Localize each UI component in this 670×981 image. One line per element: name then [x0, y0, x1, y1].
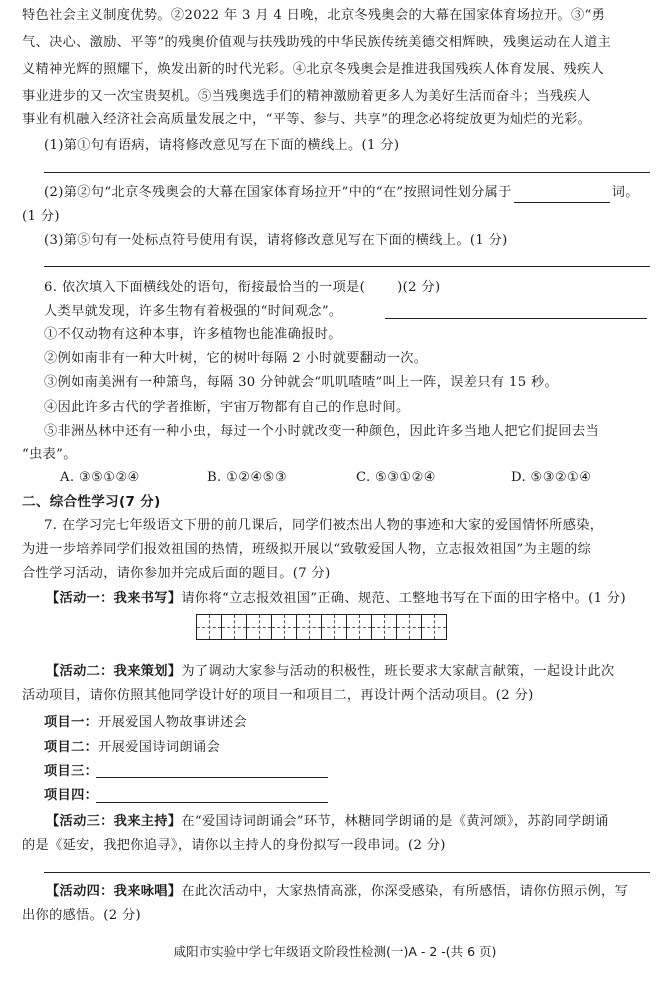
question-1: (1)第①句有语病，请将修改意见写在下面的横线上。(1 分): [44, 138, 400, 153]
activity-3-text: 在“爱国诗词朗诵会”环节，林糖同学朗诵的是《黄河颂》，苏韵同学朗诵: [181, 814, 609, 829]
choice-c[interactable]: C. ⑤③①②④: [356, 470, 436, 485]
question-6-stem: [44, 302, 650, 322]
choice-options: [0, 468, 670, 488]
activity-1-tag: 【活动一：我来书写】: [46, 591, 182, 606]
activity-4-text: 在此次活动中，大家热情高涨，你深受感染，有所感悟，请你仿照示例，写: [181, 884, 629, 899]
project-1-label: 项目一：: [44, 715, 99, 730]
answer-line[interactable]: [44, 872, 650, 873]
question-2: [44, 183, 650, 203]
choice-d[interactable]: D. ⑤③②①④: [511, 470, 592, 485]
choice-a[interactable]: A. ③⑤①②④: [60, 470, 140, 485]
activity-2-line: 活动项目，请你仿照其他同学设计好的项目一和项目二，再设计两个活动项目。(2 分): [22, 688, 534, 703]
option-item: ②例如南非有一种大叶树，它的树叶每隔 2 小时就要翻动一次。: [44, 351, 428, 366]
project-1: [44, 713, 650, 733]
activity-1-text: 请你将“立志报效祖国”正确、规范、工整地书写在下面的田字格中。(1 分): [181, 591, 626, 606]
grid-cell[interactable]: [371, 614, 397, 640]
passage-line: 特色社会主义制度优势。②2022 年 3 月 4 日晚，北京冬残奥会的大幕在国家体育场拉开。③“勇: [22, 8, 606, 23]
section-heading: 二、综合性学习(7 分): [22, 494, 161, 510]
activity-4-line: 出你的感悟。(2 分): [22, 908, 142, 923]
q7-line: 为进一步培养同学们报效祖国的热情，班级拟开展以“致敬爱国人物，立志报效祖国”为主题的综: [22, 542, 592, 557]
grid-cell[interactable]: [271, 614, 297, 640]
tianzige-grid[interactable]: [196, 614, 447, 640]
activity-1: [46, 589, 670, 609]
question-3: (3)第⑤句有一处标点符号使用有误，请将修改意见写在下面的横线上。(1 分): [44, 233, 508, 248]
answer-blank[interactable]: [514, 188, 610, 203]
answer-line[interactable]: [44, 172, 650, 173]
passage-line: 事业进步的又一次宝贵契机。⑤当残奥选手们的精神激励着更多人为美好生活而奋斗；当残疾人: [22, 89, 591, 104]
project-3-answer-line[interactable]: [96, 777, 328, 778]
grid-cell[interactable]: [221, 614, 247, 640]
project-2-label: 项目二：: [44, 740, 99, 755]
grid-cell[interactable]: [246, 614, 272, 640]
option-item: ④因此许多古代的学者推断，宇宙万物都有自己的作息时间。: [44, 400, 410, 415]
activity-3-line: 的是《延安，我把你追寻》，请你以主持人的身份拟写一段串词。(2 分): [22, 838, 446, 853]
activity-2-tag: 【活动二：我来策划】: [46, 664, 182, 679]
activity-3-tag: 【活动三：我来主持】: [46, 814, 182, 829]
grid-cell[interactable]: [346, 614, 372, 640]
activity-4-tag: 【活动四：我来咏唱】: [46, 884, 182, 899]
choice-b[interactable]: B. ①②④⑤③: [207, 470, 287, 485]
stem-text: 人类早就发现，许多生物有着极强的“时间观念”。: [44, 304, 343, 319]
grid-cell[interactable]: [321, 614, 347, 640]
question-6-title: [44, 278, 650, 298]
project-4: [44, 786, 650, 806]
grid-cell[interactable]: [396, 614, 422, 640]
question-6-score: )(2 分): [397, 280, 441, 295]
project-3-label: 项目三：: [44, 764, 99, 779]
activity-2: [46, 662, 670, 682]
project-2-text: 开展爱国诗词朗诵会: [98, 740, 220, 755]
project-3: [44, 762, 650, 782]
passage-line: 事业有机融入经济社会高质量发展之中，“平等、参与、共享”的理念必将绽放更为灿烂的光彩。: [22, 112, 592, 127]
activity-2-text: 为了调动大家参与活动的积极性，班长要求大家献言献策，一起设计此次: [181, 664, 615, 679]
project-1-text: 开展爱国人物故事讲述会: [98, 715, 248, 730]
grid-cell[interactable]: [421, 614, 447, 640]
project-4-label: 项目四：: [44, 788, 99, 803]
grid-cell[interactable]: [196, 614, 222, 640]
option-item: ①不仅动物有这种本事，许多植物也能准确报时。: [44, 327, 342, 342]
activity-3: [46, 812, 670, 832]
activity-4: [46, 882, 670, 902]
project-2: [44, 738, 650, 758]
passage-line: 义精神光辉的照耀下，焕发出新的时代光彩。④北京冬残奥会是推进我国残疾人体育发展、残疾人: [22, 62, 605, 77]
option-item: ③例如南美洲有一种箫鸟，每隔 30 分钟就会“叽叽喳喳”叫上一阵，误差只有 15 秒。: [44, 375, 559, 390]
project-4-answer-line[interactable]: [96, 802, 328, 803]
grid-cell[interactable]: [296, 614, 322, 640]
option-item-cont: “虫表”。: [22, 447, 77, 462]
question-2-score: (1 分): [22, 209, 60, 224]
stem-blank-line: [385, 318, 647, 319]
page-footer: 咸阳市实验中学七年级语文阶段性检测(一)A - 2 -(共 6 页): [173, 944, 497, 959]
question-2-text: (2)第②句“北京冬残奥会的大幕在国家体育场拉开”中的“在”按照词性划分属于: [44, 185, 512, 200]
passage-line: 气、决心、激励、平等”的残奥价值观与扶残助残的中华民族传统美德交相辉映，残奥运动在人道主: [22, 35, 612, 50]
q7-line: 合性学习活动，请你参加并完成后面的题目。(7 分): [22, 566, 331, 581]
q7-line: 7. 在学习完七年级语文下册的前几课后，同学们被杰出人物的事迹和大家的爱国情怀所感染，: [44, 518, 604, 533]
answer-line[interactable]: [44, 266, 650, 267]
question-6-text: 6. 依次填入下面横线处的语句，衔接最恰当的一项是(: [44, 280, 366, 295]
option-item: ⑤非洲丛林中还有一种小虫，每过一个小时就改变一种颜色，因此许多当地人把它们捉回去当: [44, 424, 600, 439]
question-2-suffix: 词。: [611, 185, 639, 200]
